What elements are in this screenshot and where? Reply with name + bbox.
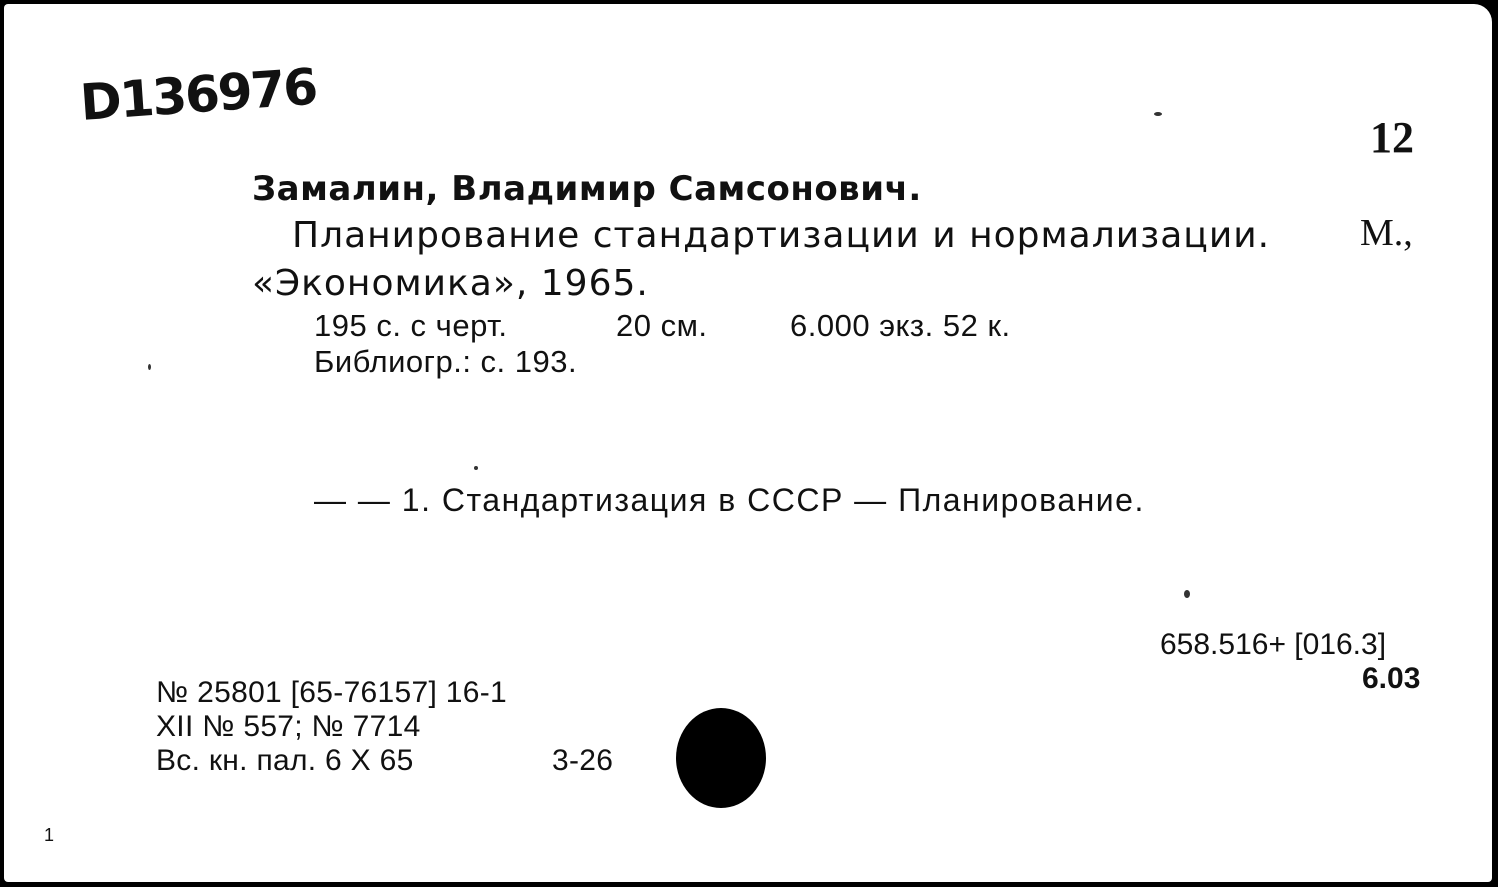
classification-primary: 658.516+ [016.3] (1160, 628, 1387, 661)
ink-speck (1154, 112, 1162, 116)
corner-number: 12 (1370, 113, 1414, 162)
catalog-card (4, 4, 1492, 882)
book-title: Планирование стандартизации и нормализации. (292, 215, 1271, 256)
ink-speck (1184, 590, 1190, 598)
ink-speck (148, 364, 151, 370)
record-line-1: № 25801 [65-76157] 16-1 (156, 676, 508, 709)
margin-mark: 1 (44, 825, 55, 845)
handwritten-accession-number: D136976 (78, 57, 318, 132)
classification-secondary: 6.03 (1362, 662, 1421, 695)
author-heading: Замалин, Владимир Самсонович. (252, 169, 922, 209)
collation-pages: 195 с. с черт. (314, 308, 508, 343)
collation-print-run: 6.000 экз. 52 к. (790, 308, 1011, 343)
ink-speck (474, 466, 478, 470)
subject-heading: — — 1. Стандартизация в СССР — Планирование. (314, 482, 1145, 518)
publisher-year: «Экономика», 1965. (252, 263, 649, 304)
bibliography-note: Библиогр.: с. 193. (314, 344, 578, 379)
record-code: 3-26 (552, 744, 614, 777)
collation-size: 20 см. (616, 308, 708, 343)
record-line-2: XII № 557; № 7714 (156, 710, 421, 743)
record-line-3: Вс. кн. пал. 6 X 65 (156, 744, 414, 777)
punch-hole (676, 708, 766, 808)
publication-place: М., (1360, 212, 1413, 254)
